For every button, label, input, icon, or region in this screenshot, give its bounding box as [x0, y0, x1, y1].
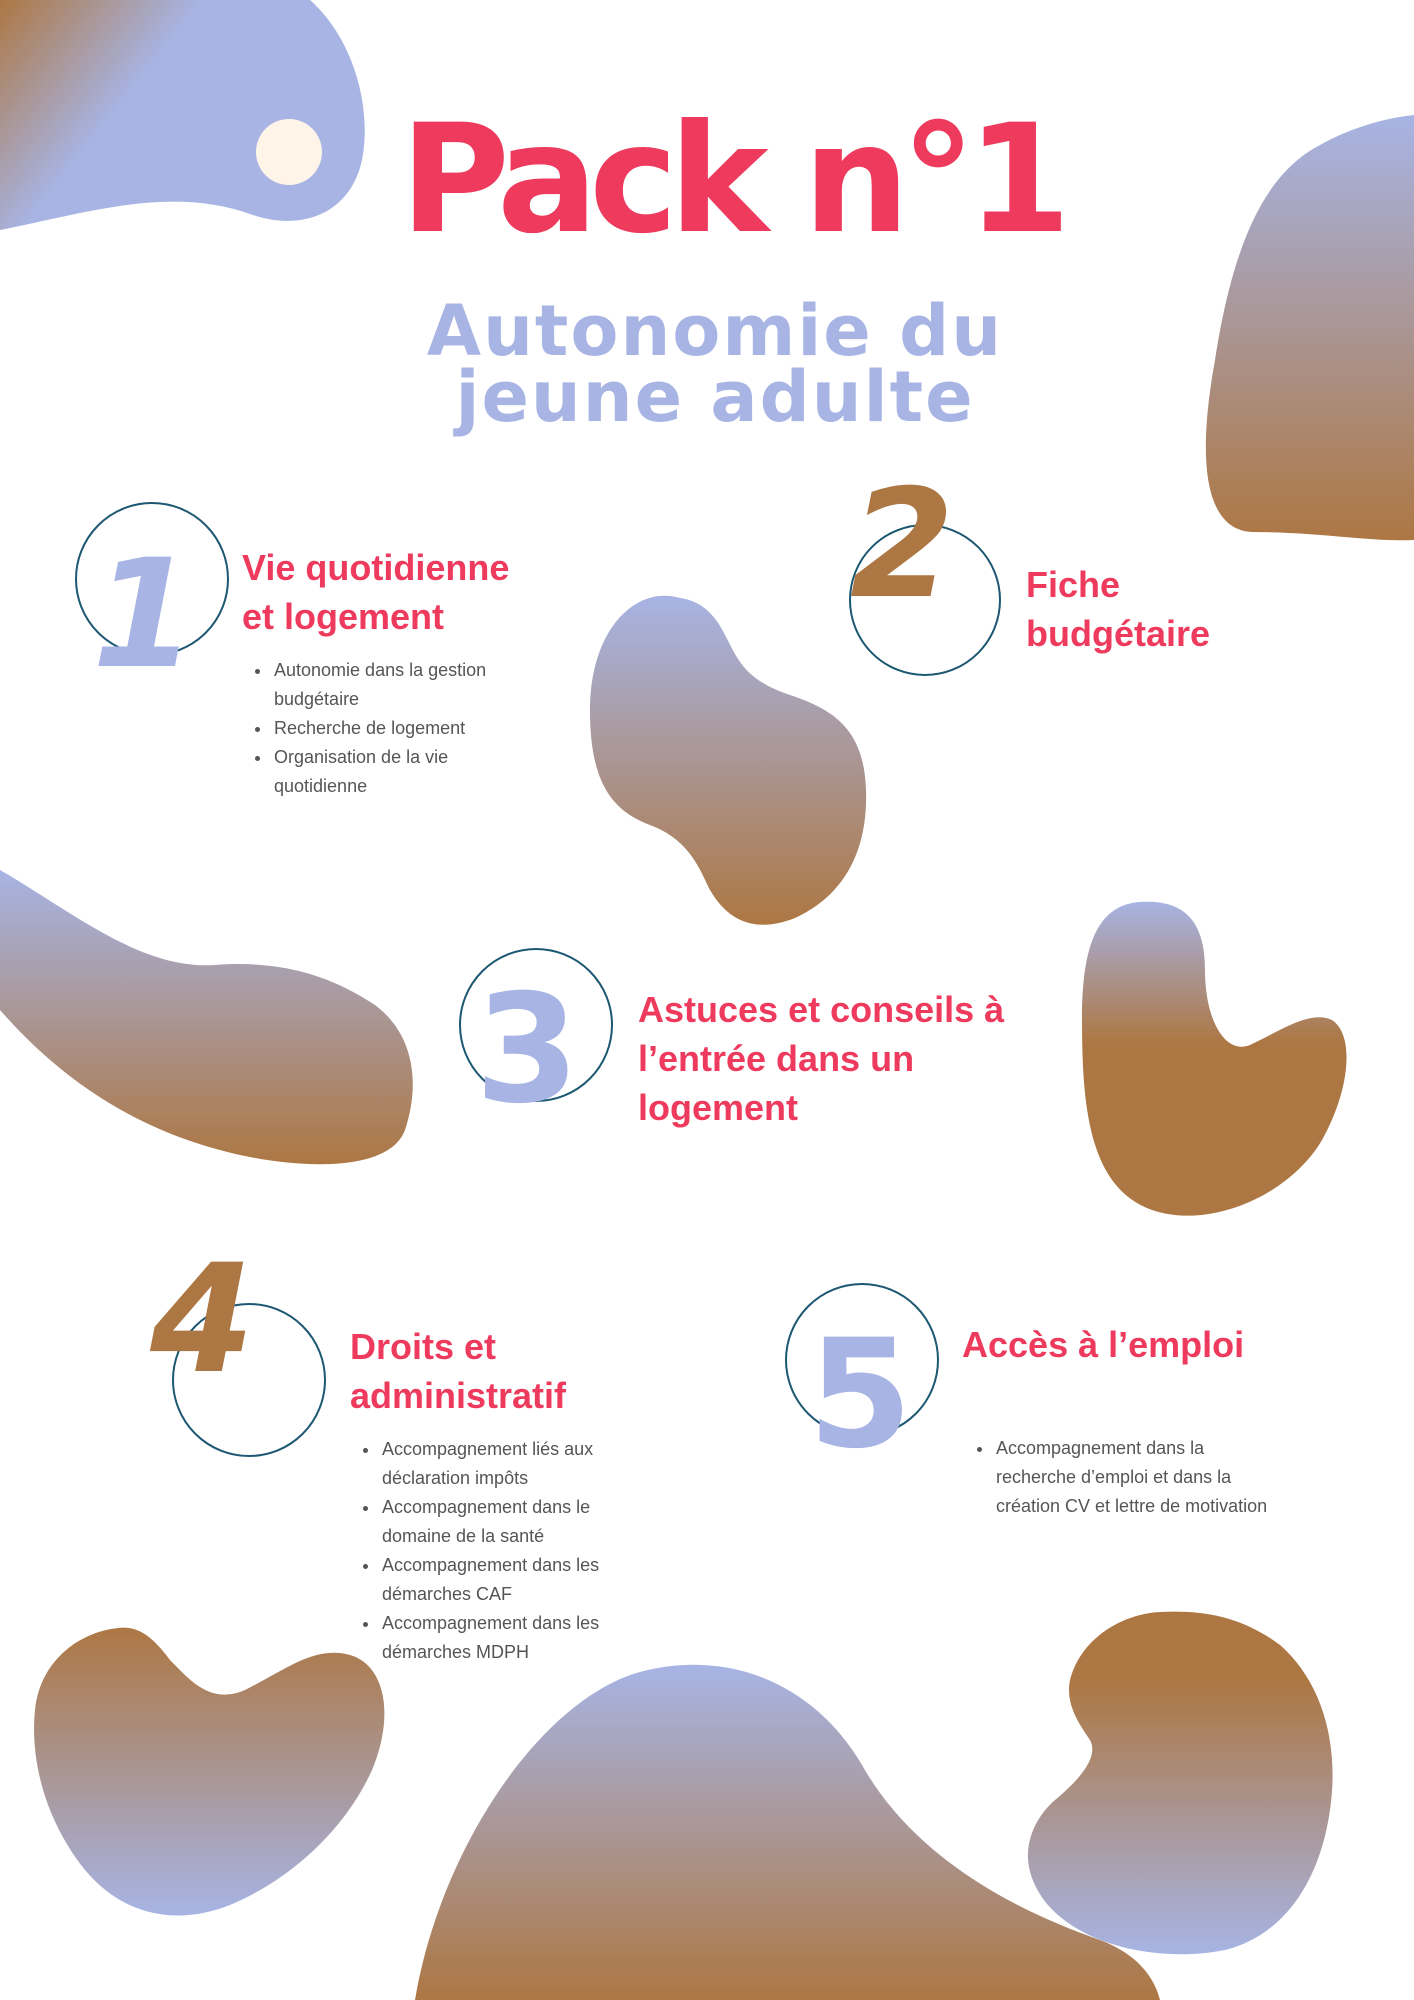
list-item: • Organisation de la vie quotidienne — [272, 743, 542, 801]
section-4-heading-line-1: Droits et — [350, 1326, 497, 1367]
list-item: • Recherche de logement — [272, 714, 542, 743]
blob-right-middle — [1082, 902, 1347, 1216]
section-4-heading-line-2: administratif — [350, 1375, 567, 1416]
page-subtitle — [330, 290, 1100, 438]
section-2-number: 2 — [850, 458, 955, 632]
section-2-heading-line-1: Fiche — [1026, 564, 1121, 605]
section-3-heading-line-2: l’entrée dans un — [638, 1038, 915, 1079]
section-1-heading — [242, 543, 509, 641]
section-1-number: 1 — [92, 528, 197, 702]
list-item: • Autonomie dans la gestion budgétaire — [272, 656, 542, 714]
list-item: • Accompagnement dans la recherche d’emploi et dans la création CV et lettre de motivation — [994, 1434, 1284, 1521]
section-4-heading — [350, 1322, 566, 1420]
section-5-number: 5 — [808, 1308, 913, 1482]
section-5-heading-line-1: Accès à l’emploi — [962, 1324, 1245, 1365]
section-3-heading — [638, 985, 1004, 1132]
blob-left-middle — [0, 870, 413, 1164]
section-2-heading-line-2: budgétaire — [1026, 613, 1211, 654]
section-4-list — [344, 1435, 660, 1667]
section-1-list — [236, 656, 542, 801]
section-2-heading — [1026, 560, 1210, 658]
blob-bottom-left — [34, 1628, 384, 1916]
list-item: • Accompagnement liés aux déclaration impôts — [380, 1435, 660, 1493]
list-item: • Accompagnement dans le domaine de la santé — [380, 1493, 660, 1551]
section-4-number: 4 — [150, 1233, 255, 1407]
list-item: • Accompagnement dans les démarches CAF — [380, 1551, 660, 1609]
blob-bottom-right — [1028, 1612, 1333, 1955]
blob-top-right — [1206, 115, 1414, 540]
section-3-heading-line-1: Astuces et conseils à — [638, 989, 1005, 1030]
section-3-number: 3 — [475, 963, 580, 1137]
section-1-heading-line-2: et logement — [242, 596, 445, 637]
page-title: Pack n°1 — [400, 93, 1063, 267]
blob-top-left — [0, 0, 365, 230]
section-1-heading-line-1: Vie quotidienne — [242, 547, 510, 588]
section-5-list — [958, 1434, 1284, 1521]
section-3-heading-line-3: logement — [638, 1087, 799, 1128]
subtitle-line-1: Autonomie du — [426, 290, 1004, 372]
blob-center — [590, 596, 866, 925]
blob-dot — [256, 119, 322, 185]
section-5-heading — [962, 1320, 1244, 1369]
list-item: • Accompagnement dans les démarches MDPH — [380, 1609, 660, 1667]
subtitle-line-2: jeune adulte — [455, 356, 975, 438]
